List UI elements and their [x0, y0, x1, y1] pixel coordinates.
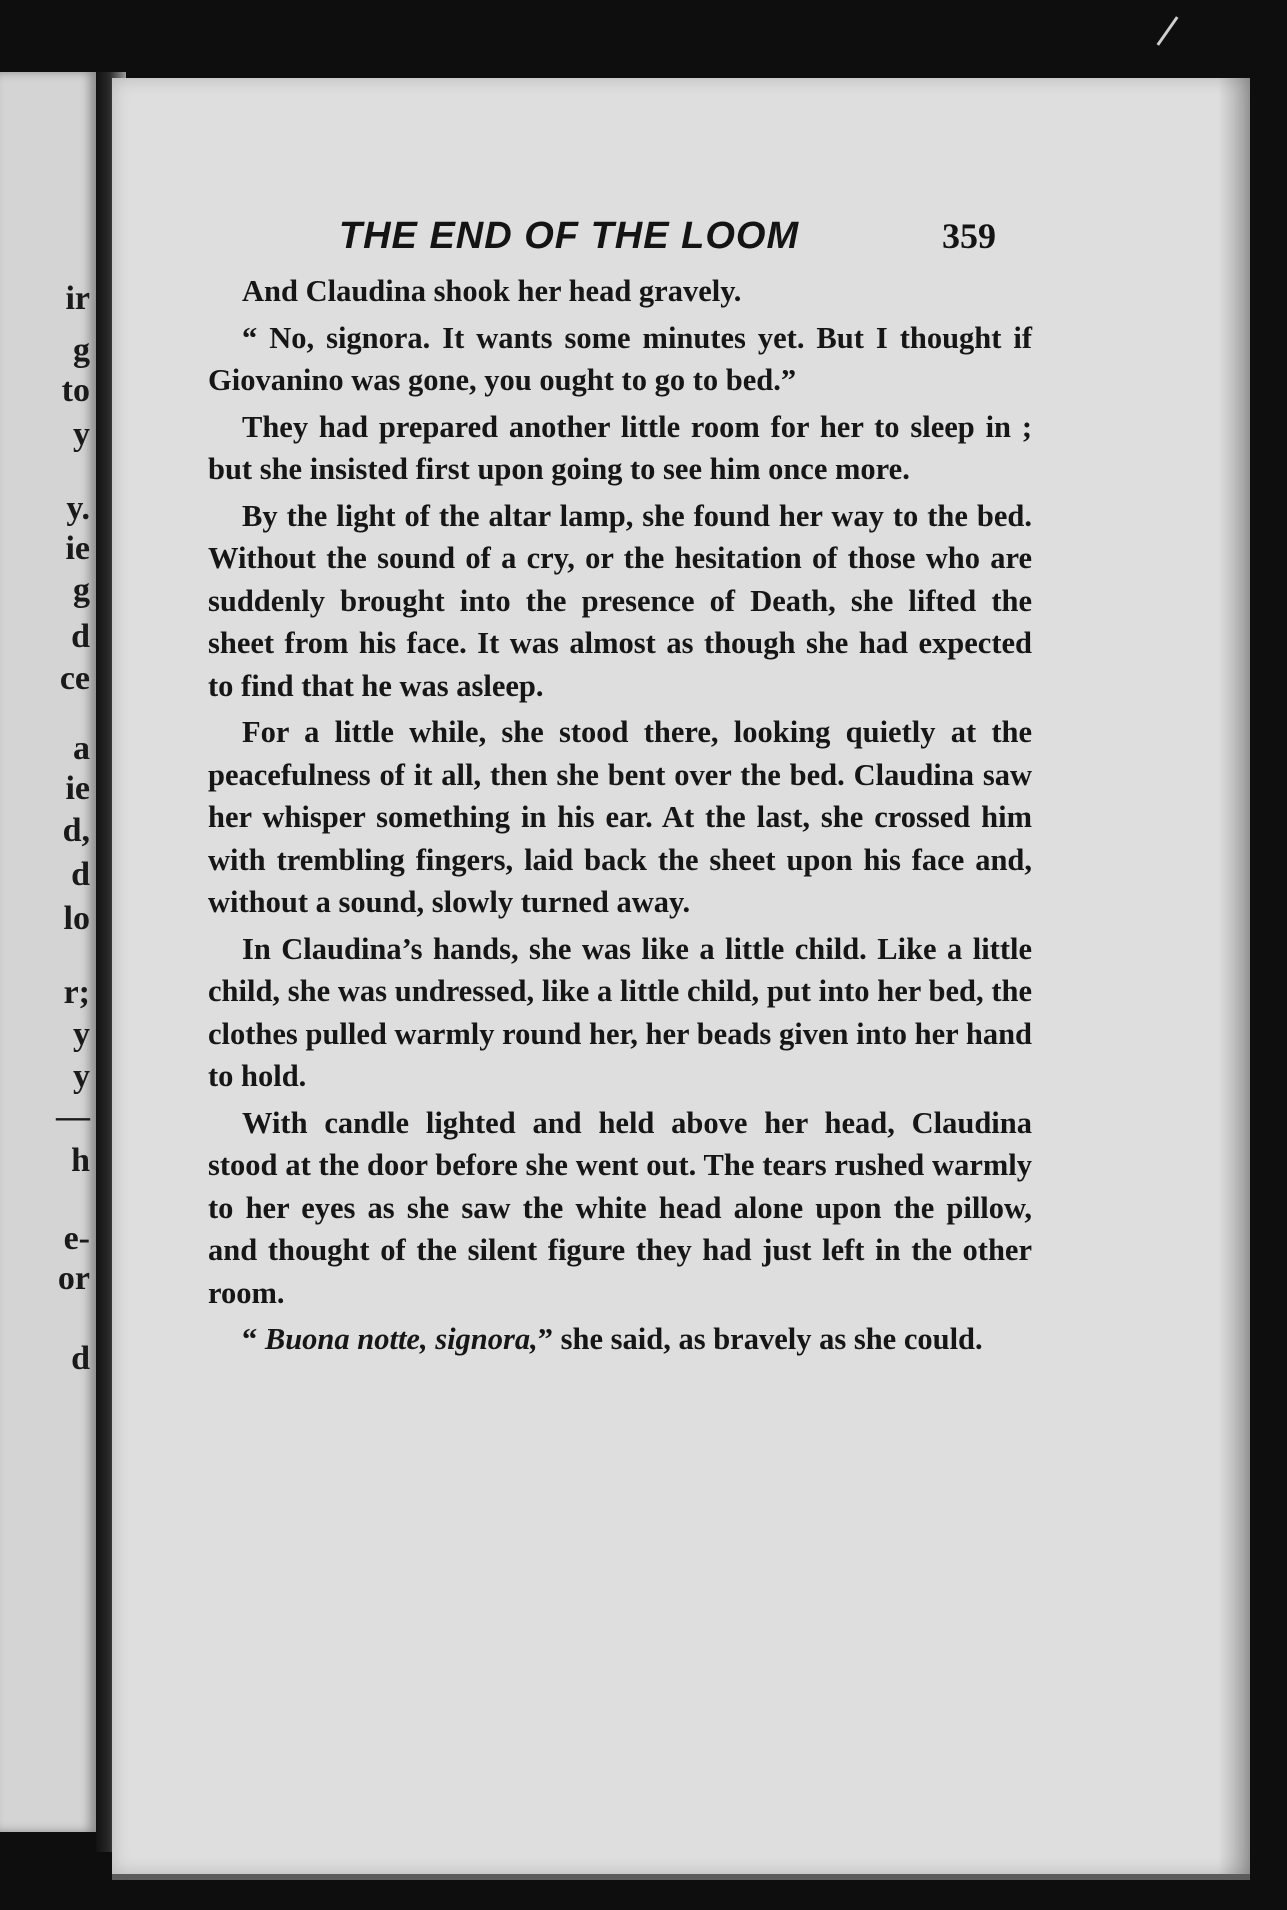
left-facing-page: [0, 72, 96, 1832]
scan-mark: [1157, 16, 1179, 46]
italic-phrase: Buona notte, signora,: [264, 1322, 538, 1356]
paragraph: With candle lighted and held above her head, Claudina stood at the door before she went out. The tears rushed warmly to her eyes as she saw the white head alone upon the pillow, and thought of the silent figure they had just left in the other room.: [208, 1105, 1032, 1310]
left-page-fragment: ie: [65, 770, 90, 807]
left-page-fragment: d: [71, 856, 90, 893]
left-page-fragment: y: [73, 1058, 90, 1095]
left-page-fragment: d: [71, 1340, 90, 1377]
left-page-fragment: y: [73, 1016, 90, 1053]
paragraph: By the light of the altar lamp, she found her way to the bed. Without the sound of a cry, or the hesitation of those who are suddenly brought into the presence of Death, she lifted the sheet from his face. It was almost as though she had expected to find that he was asleep.: [208, 498, 1032, 703]
left-page-fragment: lo: [63, 900, 90, 937]
left-page-fragment: ir: [65, 280, 90, 317]
body-text: [208, 270, 1032, 1365]
left-page-fragment: d: [71, 618, 90, 655]
page-number: 359: [942, 216, 996, 256]
left-page-fragment: d,: [62, 812, 90, 849]
left-page-fragment: y.: [66, 490, 90, 527]
page-edge-shadow: [1218, 78, 1250, 1874]
left-page-fragment: g: [73, 332, 90, 369]
left-page-fragment: r;: [63, 974, 90, 1011]
open-quote: “: [242, 1322, 265, 1356]
left-page-fragment: h: [71, 1142, 90, 1179]
running-head: THE END OF THE LOOM: [338, 215, 800, 257]
paragraph-last: [208, 1318, 1032, 1361]
paragraph: And Claudina shook her head gravely.: [242, 274, 742, 308]
left-page-fragment: y: [73, 416, 90, 453]
left-page-fragment: a: [73, 730, 90, 767]
left-page-fragment: —: [56, 1098, 90, 1135]
paragraph-rest: ” she said, as bravely as she could.: [537, 1322, 983, 1356]
left-page-fragment: ie: [65, 530, 90, 567]
left-page-fragment: or: [57, 1260, 90, 1297]
paragraph: For a little while, she stood there, looking quietly at the peacefulness of it all, then she bent over the bed. Claudina saw her whisper something in his ear. At the last, she crossed him with trembling fingers, laid back the sheet upon his face and, without a sound, slowly turned away.: [208, 715, 1032, 919]
left-page-fragment: ce: [59, 660, 90, 697]
left-page-fragment: to: [61, 372, 90, 409]
left-page-fragment: g: [73, 572, 90, 609]
book-page: [112, 78, 1250, 1880]
paragraph: In Claudina’s hands, she was like a little child. Like a little child, she was undressed, like a little child, put into her bed, the clothes pulled warmly round her, her beads given into her hand to hold.: [208, 931, 1032, 1093]
paragraph: They had prepared another little room for her to sleep in ; but she insisted first upon going to see him once more.: [208, 409, 1032, 486]
left-page-fragment: e-: [63, 1220, 90, 1257]
paragraph: “ No, signora. It wants some minutes yet. But I thought if Giovanino was gone, you ought to go to bed.”: [208, 320, 1032, 397]
